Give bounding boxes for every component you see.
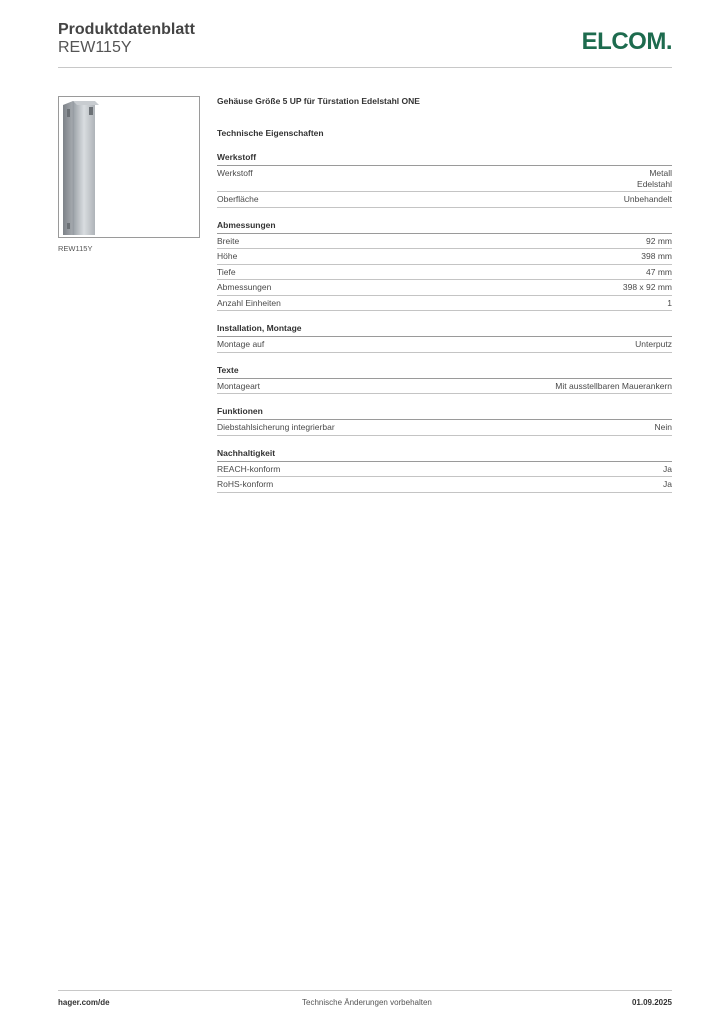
spec-label: RoHS-konform [217, 479, 274, 489]
housing-illustration [59, 97, 199, 237]
footer-date: 01.09.2025 [631, 998, 672, 1007]
spec-row [217, 265, 672, 281]
spec-row [217, 462, 672, 478]
spec-row [217, 337, 672, 353]
spec-row [217, 477, 672, 493]
image-caption: REW115Y [58, 244, 93, 253]
spec-value-line: Ja [663, 479, 672, 489]
page-title: Produktdatenblatt [58, 21, 195, 38]
spec-label: Montage auf [217, 339, 265, 349]
spec-value-line: 398 x 92 mm [622, 282, 672, 292]
spec-value-line: Edelstahl [637, 178, 672, 189]
spec-value [641, 251, 672, 262]
spec-section [217, 365, 672, 395]
section-heading: Texte [217, 365, 672, 379]
spec-label: Anzahl Einheiten [217, 297, 281, 308]
spec-row [217, 379, 672, 395]
spec-value [663, 479, 672, 490]
spec-row [217, 166, 672, 192]
product-code: REW115Y [58, 39, 132, 56]
tech-properties-heading: Technische Eigenschaften [217, 128, 324, 138]
spec-value [667, 298, 672, 309]
spec-section [217, 406, 672, 436]
spec-value-line: 398 mm [641, 251, 672, 261]
spec-value [555, 381, 672, 392]
section-heading: Werkstoff [217, 152, 672, 166]
spec-row [217, 234, 672, 250]
footer-website: hager.com/de [58, 998, 110, 1007]
spec-value [646, 236, 672, 247]
section-heading: Nachhaltigkeit [217, 448, 672, 462]
spec-row [217, 420, 672, 436]
spec-label: Tiefe [217, 266, 236, 277]
spec-section [217, 448, 672, 493]
spec-value [637, 168, 672, 189]
spec-row [217, 296, 672, 312]
spec-value-line: 92 mm [646, 235, 672, 246]
spec-row [217, 192, 672, 208]
spec-section [217, 220, 672, 312]
section-heading: Abmessungen [217, 220, 672, 234]
product-image [58, 96, 200, 238]
spec-value [663, 464, 672, 475]
spec-value [655, 422, 672, 433]
spec-label: Montageart [217, 380, 260, 391]
footer-divider [58, 990, 672, 991]
spec-value-line: Mit ausstellbaren Mauerankern [555, 380, 672, 391]
spec-section [217, 152, 672, 208]
spec-label: Diebstahlsicherung integrierbar [217, 422, 335, 432]
footer-disclaimer: Technische Änderungen vorbehalten [302, 998, 432, 1007]
specs-content [217, 96, 672, 493]
spec-value-line: Unbehandelt [623, 194, 672, 204]
spec-value [623, 282, 672, 293]
section-heading: Funktionen [217, 406, 672, 420]
spec-value-line: Metall [649, 168, 672, 178]
spec-value [635, 339, 672, 350]
elcom-logo: ELCOM. [581, 28, 672, 55]
spec-label: REACH-konform [217, 463, 281, 474]
spec-label: Breite [217, 235, 240, 246]
product-title: Gehäuse Größe 5 UP für Türstation Edelstahl ONE [217, 96, 420, 106]
spec-label: Höhe [217, 251, 238, 261]
spec-label: Abmessungen [217, 282, 272, 292]
spec-label: Werkstoff [217, 168, 253, 178]
spec-row [217, 280, 672, 296]
spec-row [217, 249, 672, 265]
section-heading: Installation, Montage [217, 323, 672, 337]
spec-value-line: Ja [663, 463, 672, 474]
header-divider [58, 67, 672, 68]
spec-value [624, 194, 672, 205]
spec-value-line: 47 mm [646, 266, 672, 277]
spec-value-line: 1 [667, 297, 672, 308]
spec-sections [217, 152, 672, 493]
spec-label: Oberfläche [217, 194, 259, 204]
spec-value [646, 267, 672, 278]
spec-value-line: Unterputz [635, 339, 672, 349]
spec-value-line: Nein [654, 422, 672, 432]
spec-section [217, 323, 672, 353]
